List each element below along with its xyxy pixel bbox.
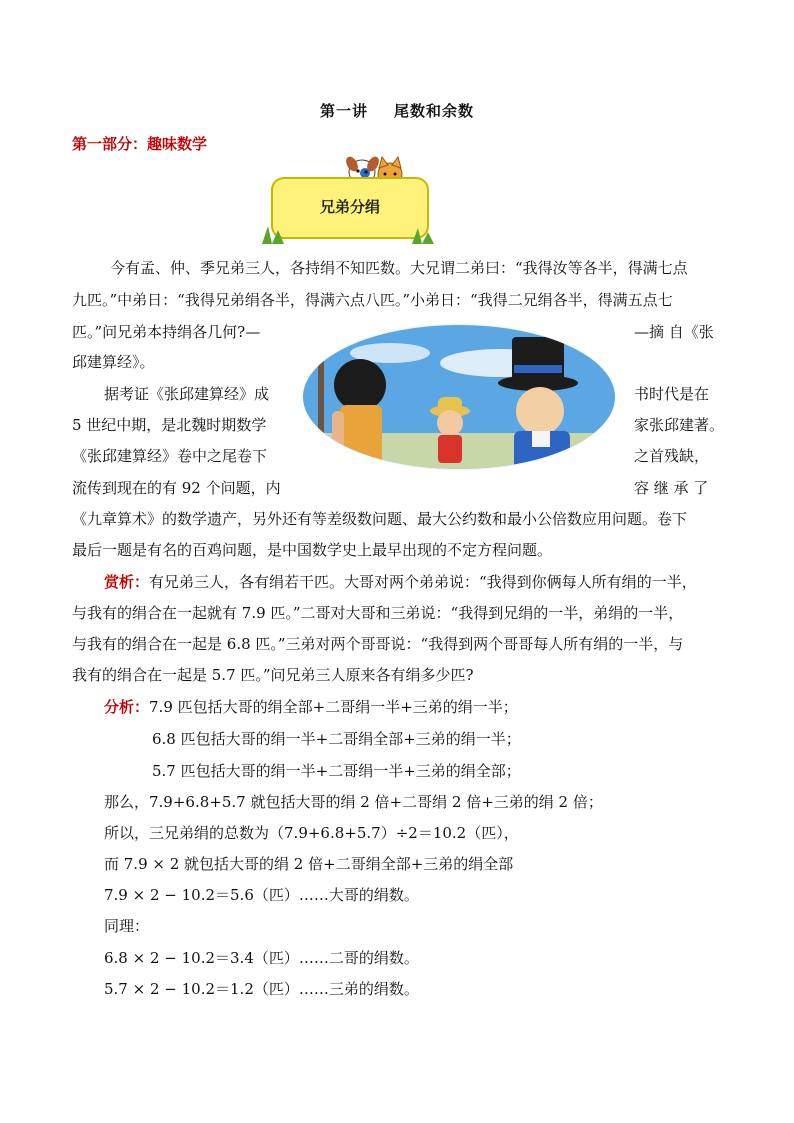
analysis-line-4: 那么，7.9+6.8+5.7 就包括大哥的绢 2 倍+二哥绢 2 倍+三弟的绢 2 倍； [104,793,603,811]
passage-line-4: 邱建算经》。 [72,353,155,371]
badge-label: 兄弟分绢 [319,198,380,216]
title-lecture: 第一讲 [319,102,368,120]
appreciation-line-1 [104,572,697,592]
character-back-icon [332,359,386,465]
analysis-line-7: 7.9 × 2 − 10.2＝5.6（匹）……大哥的绢数。 [104,886,419,904]
appreciation-line-2: 与我有的绢合在一起就有 7.9 匹。”二哥对大哥和三弟说：“我得到兄绢的一半，弟绢的一半， [72,604,684,622]
passage-line-3-right: —摘 自《张 [634,323,714,341]
passage-line-7-right: 之首残缺， [634,447,710,465]
passage-line-5-left: 据考证《张邱建算经》成 [104,385,270,403]
analysis-line-5: 所以，三兄弟绢的总数为（7.9+6.8+5.7）÷2＝10.2（匹）， [104,824,519,842]
analysis-line-10: 5.7 × 2 − 10.2＝1.2（匹）……三弟的绢数。 [104,980,419,998]
passage-line-6-left: 5 世纪中期，是北魏时期数学 [72,416,267,434]
appreciation-label: 赏析： [104,573,150,591]
analysis-line-2: 6.8 匹包括大哥的绢一半+二哥绢全部+三弟的绢一半； [152,730,521,748]
page-title [0,100,794,121]
passage-line-10: 最后一题是有名的百鸡问题，是中国数学史上最早出现的不定方程问题。 [72,541,553,559]
analysis-line-9: 6.8 × 2 − 10.2＝3.4（匹）……二哥的绢数。 [104,949,419,967]
appreciation-line-3: 与我有的绢合在一起是 6.8 匹。”三弟对两个哥哥说：“我得到两个哥哥每人所有绢的一半，与 [72,635,684,653]
passage-line-1: 今有孟、仲、季兄弟三人，各持绢不知匹数。大兄谓二弟曰：“我得汝等各半，得满七点 [110,259,688,277]
passage-line-2: 九匹。”中弟日：“我得兄弟绢各半，得满六点八匹。”小弟日：“我得二兄绢各半，得满五点七 [72,291,673,309]
analysis-line-3: 5.7 匹包括大哥的绢一半+二哥绢一半+三弟的绢全部； [152,762,521,780]
passage-line-3-left: 匹。”问兄弟本持绢各几何?— [72,323,261,341]
cartoon-scene [300,323,618,471]
passage-line-8-left: 流传到现在的有 92 个问题，内 [72,479,281,497]
passage-line-6-right: 家张邱建著。 [634,416,725,434]
passage-line-9: 《九章算术》的数学遗产，另外还有等差级数问题、最大公约数和最小公倍数应用问题。卷下 [72,510,688,528]
analysis-line-1 [104,697,518,717]
appreciation-text-1: 有兄弟三人，各有绢若干匹。大哥对两个弟弟说：“我得到你俩每人所有绢的一半， [149,573,697,591]
analysis-line-8: 同理： [104,917,150,935]
analysis-line-6: 而 7.9 × 2 就包括大哥的绢 2 倍+二哥绢全部+三弟的绢全部 [104,855,514,873]
section-heading: 第一部分：趣味数学 [72,135,208,153]
cartoon-illustration [300,323,618,471]
appreciation-line-4: 我有的绢合在一起是 5.7 匹。”问兄弟三人原来各有绢多少匹? [72,666,474,684]
title-topic: 尾数和余数 [394,102,475,120]
passage-line-5-right: 书时代是在 [634,385,710,403]
analysis-label: 分析： [104,698,150,716]
badge-graphic [262,154,434,246]
passage-line-7-left: 《张邱建算经》卷中之尾卷下 [72,447,268,465]
analysis-text-1: 7.9 匹包括大哥的绢全部+二哥绢一半+三弟的绢一半； [149,698,518,716]
passage-line-8-right: 容 继 承 了 [634,479,709,497]
